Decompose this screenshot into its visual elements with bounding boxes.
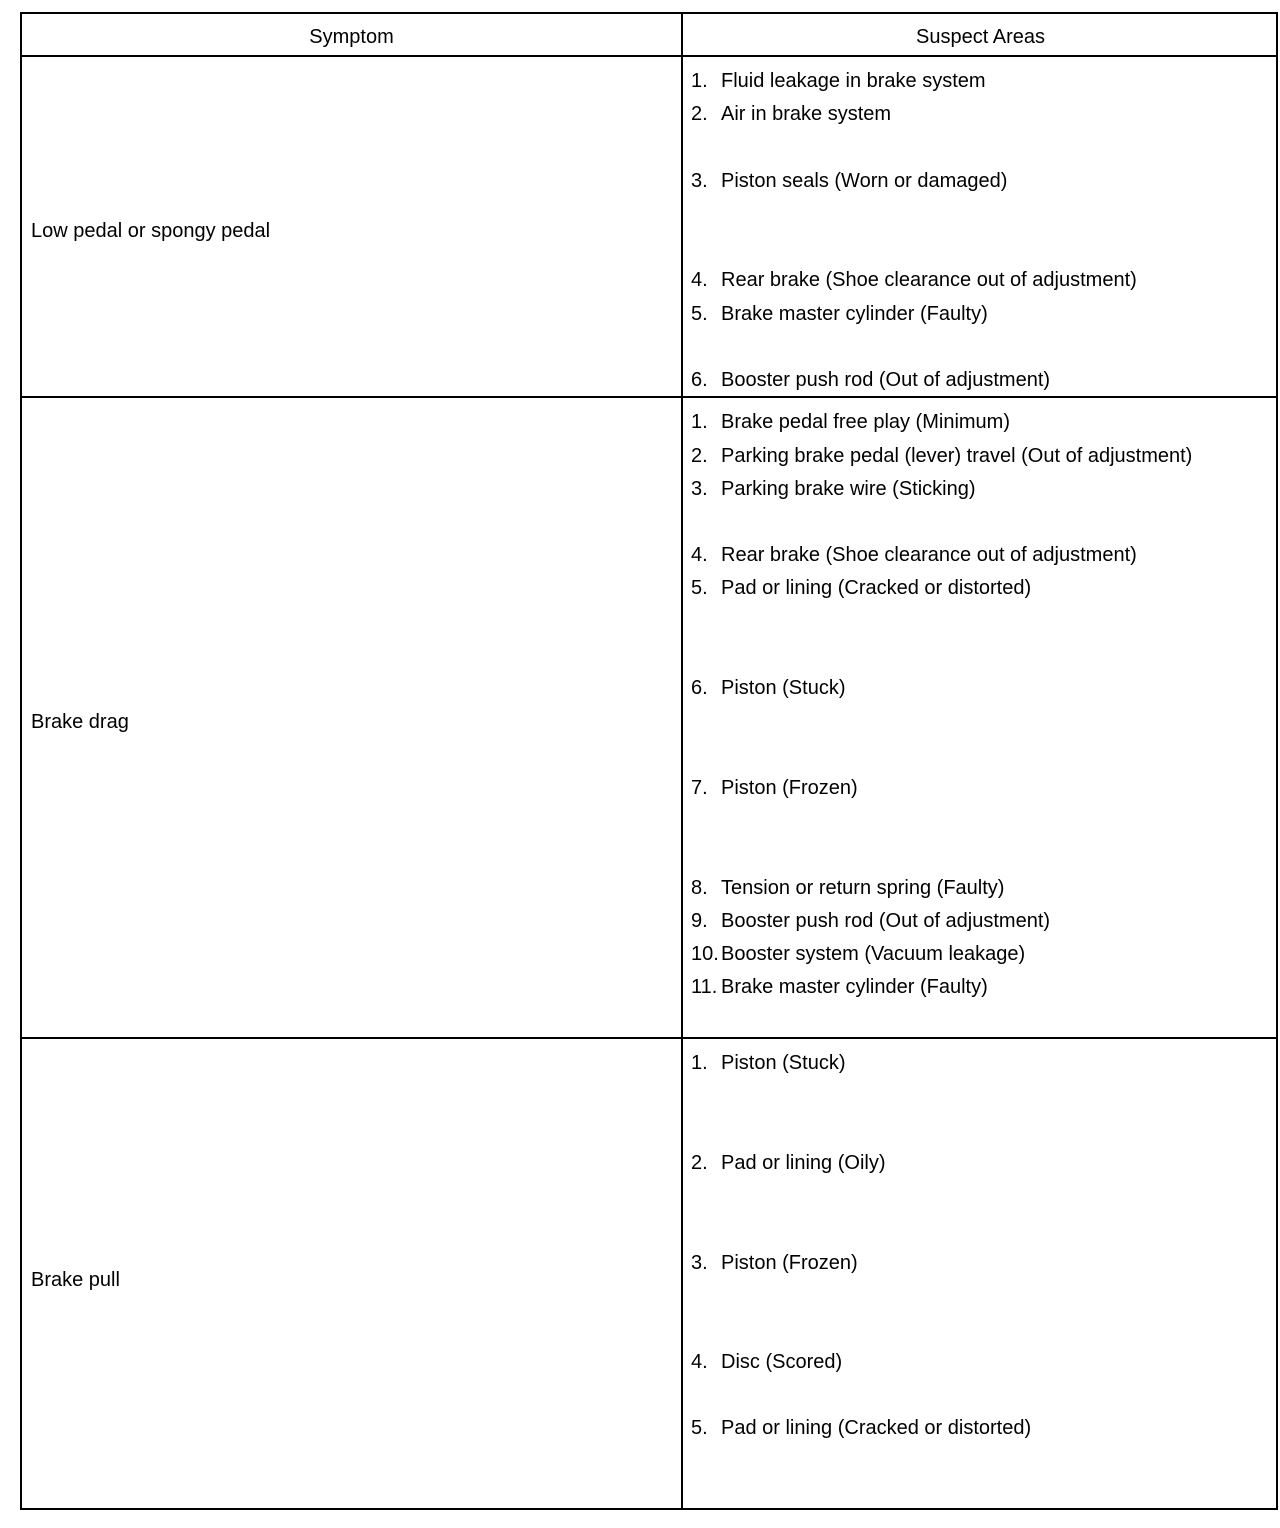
item-number: 5. <box>691 1417 708 1439</box>
item-text: Pad or lining (Cracked or distorted) <box>721 1417 1032 1439</box>
item-text: Piston (Stuck) <box>721 677 846 699</box>
symptom-cell-low-pedal: Low pedal or spongy pedal <box>31 220 271 242</box>
item-text: Piston (Frozen) <box>721 1252 858 1274</box>
item-number: 3. <box>691 170 708 192</box>
item-number: 1. <box>691 1052 708 1074</box>
item-text: Pad or lining (Oily) <box>721 1152 886 1174</box>
header-divider <box>22 55 1276 57</box>
item-text: Piston (Stuck) <box>721 1052 846 1074</box>
item-text: Parking brake wire (Sticking) <box>721 478 976 500</box>
item-number: 8. <box>691 877 708 899</box>
item-number: 9. <box>691 910 708 932</box>
item-text: Tension or return spring (Faulty) <box>721 877 1005 899</box>
item-number: 5. <box>691 577 708 599</box>
item-number: 4. <box>691 269 708 291</box>
item-number: 7. <box>691 777 708 799</box>
item-number: 6. <box>691 677 708 699</box>
row-divider-2 <box>22 1037 1276 1039</box>
item-text: Piston (Frozen) <box>721 777 858 799</box>
item-text: Fluid leakage in brake system <box>721 70 986 92</box>
item-number: 2. <box>691 103 708 125</box>
item-text: Brake pedal free play (Minimum) <box>721 411 1010 433</box>
item-text: Booster system (Vacuum leakage) <box>721 943 1026 965</box>
item-number: 5. <box>691 303 708 325</box>
item-number: 6. <box>691 369 708 391</box>
symptom-cell-brake-drag: Brake drag <box>31 711 129 733</box>
item-number: 1. <box>691 70 708 92</box>
item-text: Booster push rod (Out of adjustment) <box>721 910 1051 932</box>
item-number: 10. <box>691 943 719 965</box>
item-number: 3. <box>691 478 708 500</box>
item-number: 2. <box>691 1152 708 1174</box>
item-text: Pad or lining (Cracked or distorted) <box>721 577 1032 599</box>
item-number: 3. <box>691 1252 708 1274</box>
item-text: Piston seals (Worn or damaged) <box>721 170 1008 192</box>
item-number: 4. <box>691 544 708 566</box>
item-text: Brake master cylinder (Faulty) <box>721 976 988 998</box>
item-text: Disc (Scored) <box>721 1351 843 1373</box>
item-text: Air in brake system <box>721 103 892 125</box>
item-text: Rear brake (Shoe clearance out of adjustment) <box>721 269 1137 291</box>
symptom-header: Symptom <box>309 26 394 48</box>
item-text: Booster push rod (Out of adjustment) <box>721 369 1051 391</box>
item-text: Parking brake pedal (lever) travel (Out of adjustment) <box>721 445 1193 467</box>
item-text: Brake master cylinder (Faulty) <box>721 303 988 325</box>
symptom-cell-brake-pull: Brake pull <box>31 1269 120 1291</box>
item-number: 2. <box>691 445 708 467</box>
item-number: 11. <box>691 976 718 998</box>
row-divider-1 <box>22 396 1276 398</box>
item-text: Rear brake (Shoe clearance out of adjustment) <box>721 544 1137 566</box>
troubleshooting-table <box>20 12 1278 1510</box>
suspect-areas-header: Suspect Areas <box>916 26 1045 48</box>
column-divider <box>681 14 683 1508</box>
item-number: 4. <box>691 1351 708 1373</box>
item-number: 1. <box>691 411 708 433</box>
